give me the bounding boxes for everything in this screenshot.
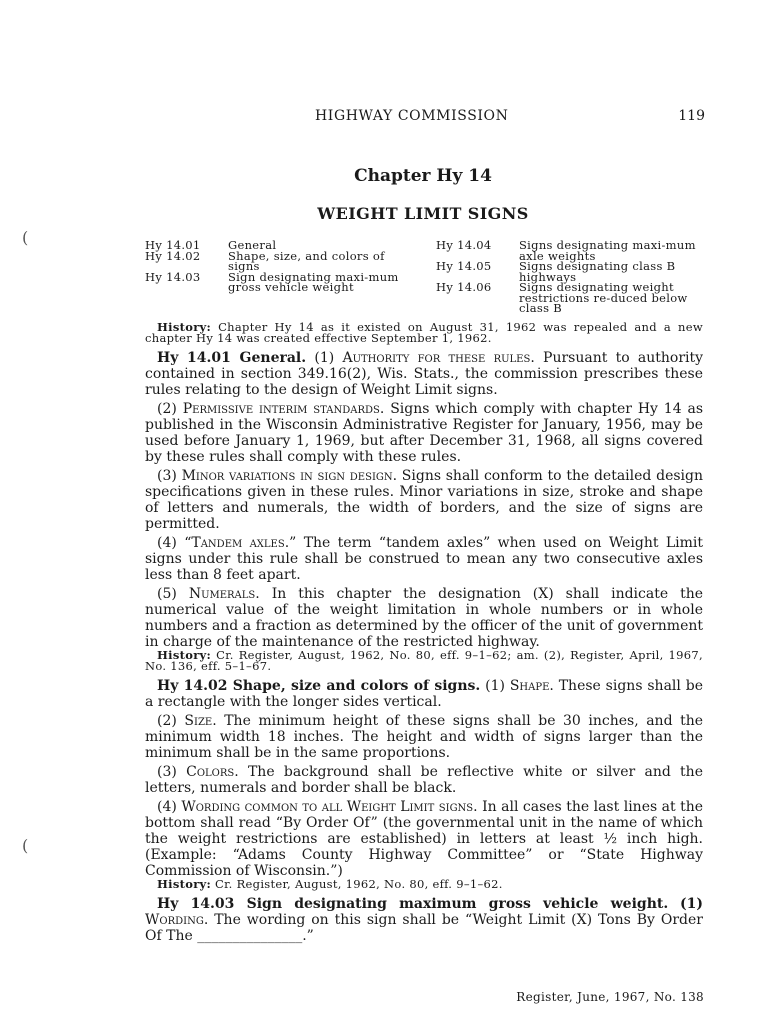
subsection-text: Signs shall conform to the detailed design specifications given in these rules. Minor variations in size, stroke and shape of letters and numerals, the width of borders, and the size of signs are permitted. [145, 468, 703, 532]
toc-section-title: General [228, 238, 277, 252]
subsection-number: (2) [157, 401, 177, 417]
section-14-01-para-1 [145, 350, 703, 398]
toc-entry [145, 248, 420, 273]
subsection-caption: Authority for these rules. [342, 350, 535, 366]
subsection-caption: Minor variations in sign design. [181, 468, 398, 484]
section-heading: Hy 14.02 Shape, size and colors of signs. [157, 678, 481, 694]
section-heading: Hy 14.01 General. [157, 350, 307, 366]
toc-section-number: Hy 14.03 [145, 269, 201, 284]
subsection-number: (5) [157, 586, 177, 602]
history-text: Cr. Register, August, 1962, No. 80, eff. 9–1–62; am. (2), Register, April, 1967, No. 136, eff. 5–1–67. [145, 648, 703, 673]
history-label: History: [157, 320, 212, 334]
subsection-caption: Wording common to all Weight Limit signs. [181, 799, 478, 815]
toc-section-number: Hy 14.06 [436, 280, 492, 294]
register-footer: Register, June, 1967, No. 138 [516, 990, 704, 1004]
toc-entry [436, 261, 706, 282]
history-label: History: [157, 877, 212, 891]
toc-section-title: Signs designating maxi-mum axle weights [519, 238, 696, 263]
subsection-number: (1) [680, 896, 703, 912]
subsection-text: These signs shall be a rectangle with the longer sides vertical. [145, 678, 703, 710]
section-14-02-history [145, 879, 703, 890]
subsection-number: (4) [157, 799, 177, 815]
toc-section-title: Signs designating class B highways [519, 259, 676, 284]
section-14-03-para-1 [145, 896, 703, 944]
subsection-caption: Colors. [186, 764, 239, 780]
subsection-caption: Size. [184, 713, 217, 729]
chapter-subtitle: WEIGHT LIMIT SIGNS [317, 204, 529, 223]
page-header [145, 108, 705, 126]
subsection-text: The minimum height of these signs shall be 30 inches, and the minimum width 18 inches. The height and width of signs larger than the minimum shall be in the same proportions. [145, 713, 704, 761]
subsection-caption: Permissive interim standards. [182, 401, 385, 417]
running-head: HIGHWAY COMMISSION [315, 108, 509, 124]
chapter-body [145, 322, 703, 944]
subsection-number: (3) [157, 468, 177, 484]
section-14-02-para-4 [145, 799, 703, 879]
toc-section-number: Hy 14.02 [145, 248, 201, 263]
section-14-02-para-1 [145, 678, 703, 710]
section-heading: Hy 14.03 Sign designating maximum gross vehicle weight. [157, 896, 669, 912]
toc-section-title: Shape, size, and colors of signs [228, 248, 385, 273]
subsection-number: (3) [157, 764, 177, 780]
subsection-text: In all cases the last lines at the bottom shall read “By Order Of” (the governmental unit in the name of which the weight restrictions are established) in letters at least ½ inch high. (Example: “Adams County Highway Committee” or “State Highway Commission of Wisconsin.”) [145, 799, 704, 879]
toc-entry [436, 240, 706, 261]
toc-entry [145, 269, 420, 294]
toc-section-title: Signs designating weight restrictions re-duced below class B [519, 280, 688, 315]
section-14-01-para-2 [145, 401, 703, 465]
page-number: 119 [678, 108, 705, 124]
subsection-text: The background shall be reflective white or silver and the letters, numerals and border shall be black. [145, 764, 703, 796]
toc-section-number: Hy 14.05 [436, 259, 492, 273]
margin-paren-mark: ( [22, 228, 29, 247]
subsection-text: The wording on this sign shall be “Weight Limit (X) Tons By Order Of The _______________.” [145, 912, 704, 944]
margin-paren-mark: ( [22, 836, 29, 855]
history-text: Chapter Hy 14 as it existed on August 31, 1962 was repealed and a new chapter Hy 14 was created effective September 1, 1962. [145, 320, 703, 345]
subsection-caption: Numerals. [188, 586, 260, 602]
toc-entry [436, 282, 706, 314]
chapter-title: Chapter Hy 14 [354, 166, 492, 186]
toc-section-title: Sign designating maxi-mum gross vehicle weight [228, 269, 399, 294]
subsection-text: In this chapter the designation (X) shall indicate the numerical value of the weight limitation in whole numbers or in whole numbers and a fraction as determined by the officer of the unit of government in charge of the maintenance of the restricted highway. [145, 586, 704, 650]
section-14-01-history [145, 650, 703, 672]
subsection-text: The term “tandem axles” when used on Weight Limit signs under this rule shall be construed to mean any two consecutive axles less than 8 feet apart. [145, 535, 704, 583]
section-14-01-para-5 [145, 586, 703, 650]
toc-right-column [436, 240, 706, 314]
subsection-text: Signs which comply with chapter Hy 14 as published in the Wisconsin Administrative Register for January, 1956, may be used before January 1, 1969, but after December 31, 1968, all signs covered by these rules shall comply with these rules. [145, 401, 704, 465]
subsection-number: (1) [485, 678, 505, 694]
history-label: History: [157, 648, 212, 662]
section-14-01-para-3 [145, 468, 703, 532]
subsection-number: (2) [157, 713, 177, 729]
subsection-caption: Wording. [145, 912, 209, 928]
chapter-history-note [145, 322, 703, 344]
history-text: Cr. Register, August, 1962, No. 80, eff. 9–1–62. [215, 877, 503, 891]
section-14-01-para-4 [145, 535, 703, 583]
toc-section-number: Hy 14.04 [436, 238, 492, 252]
toc-left-column [145, 240, 420, 293]
subsection-number: (4) [157, 535, 177, 551]
subsection-number: (1) [314, 350, 335, 366]
subsection-caption: “Tandem axles.” [184, 535, 297, 551]
subsection-text: Pursuant to authority contained in section 349.16(2), Wis. Stats., the commission prescribes these rules relating to the design of Weight Limit signs. [145, 350, 704, 398]
subsection-caption: Shape. [509, 678, 554, 694]
toc-section-number: Hy 14.01 [145, 238, 201, 252]
section-14-02-para-2 [145, 713, 703, 761]
section-14-02-para-3 [145, 764, 703, 796]
